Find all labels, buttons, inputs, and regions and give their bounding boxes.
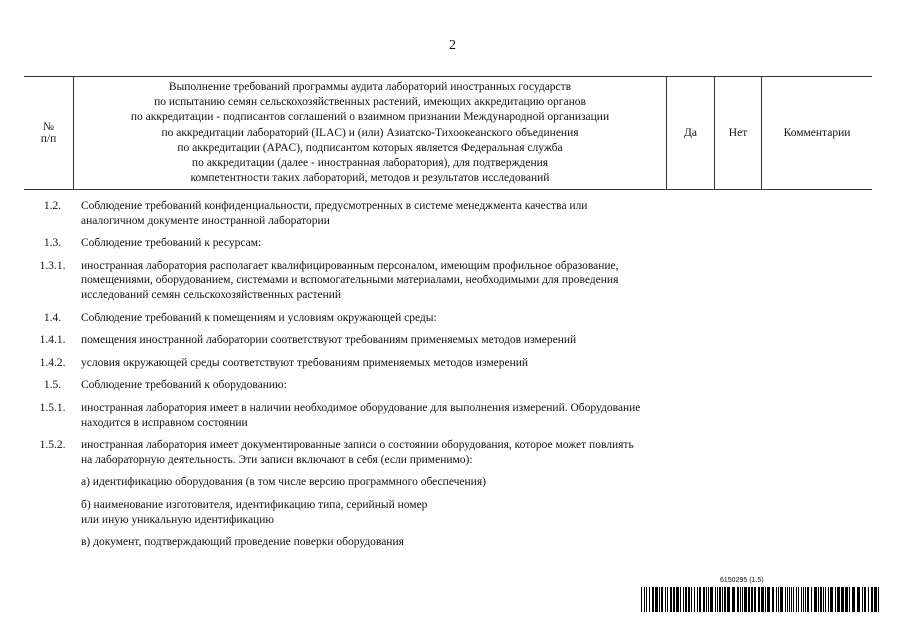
item-text: иностранная лаборатория имеет документированные записи о состоянии оборудования, которое может повлиять на лабораторную деятельность. Эти записи включают в себя (если применимо): xyxy=(81,439,634,466)
header-col-no: Нет xyxy=(715,77,762,190)
list-item xyxy=(24,498,644,527)
header-requirement-line: по аккредитации (APAC), подписантом которых является Федеральная служба xyxy=(177,141,563,154)
item-number: 1.5.1. xyxy=(39,401,66,414)
list-item xyxy=(24,259,644,303)
item-number: 1.4. xyxy=(43,311,62,324)
barcode-label: 6150295 (1.5) xyxy=(720,577,764,584)
item-number xyxy=(24,475,81,490)
header-col-number: № п/п xyxy=(24,77,74,190)
list-item xyxy=(24,378,644,393)
header-requirement-line: по аккредитации (далее - иностранная лаборатория), для подтверждения xyxy=(191,157,549,170)
item-number: 1.2. xyxy=(43,200,62,212)
list-item xyxy=(24,535,644,550)
item-text: условия окружающей среды соответствуют требованиям применяемых методов измерений xyxy=(81,356,529,369)
list-item xyxy=(24,401,644,430)
header-requirement-line: по испытанию семян сельскохозяйственных растений, имеющих аккредитацию органов xyxy=(154,96,586,109)
item-text: б) наименование изготовителя, идентификацию типа, серийный номер или иную уникальную идентификацию xyxy=(81,498,428,526)
header-col-yes: Да xyxy=(667,77,715,190)
requirements-list xyxy=(24,199,644,558)
item-text: Соблюдение требований конфиденциальности, предусмотренных в системе менеджмента качества или аналогичном документе иностранной лаборатории xyxy=(81,200,588,227)
page-number: 2 xyxy=(449,38,456,53)
item-text: иностранная лаборатория имеет в наличии необходимое оборудование для выполнения измерений. Оборудование находится в исправном состоянии xyxy=(81,401,641,429)
list-item xyxy=(24,356,644,371)
header-requirement-line: по аккредитации - подписантов соглашений о взаимном признании Международной организации xyxy=(130,111,610,124)
list-item xyxy=(24,311,644,326)
item-number xyxy=(24,535,81,550)
list-item xyxy=(24,199,644,228)
header-table xyxy=(24,76,872,190)
list-item xyxy=(24,236,644,251)
item-number: 1.4.2. xyxy=(39,356,66,369)
item-number: 1.4.1. xyxy=(39,334,66,347)
header-col-comments: Комментарии xyxy=(762,77,873,190)
header-col-requirement xyxy=(74,77,667,190)
item-text: в) документ, подтверждающий проведение поверки оборудования xyxy=(81,536,404,549)
header-requirement-line: компетентности таких лабораторий, методов и результатов исследований xyxy=(190,172,550,185)
item-text: а) идентификацию оборудования (в том числе версию программного обеспечения) xyxy=(81,476,486,489)
header-requirement-line: Выполнение требований программы аудита лабораторий иностранных государств xyxy=(168,81,572,93)
list-item xyxy=(24,475,644,490)
list-item xyxy=(24,438,644,467)
item-number xyxy=(24,498,81,527)
list-item xyxy=(24,333,644,348)
item-text: Соблюдение требований к помещениям и условиям окружающей среды: xyxy=(81,311,437,324)
item-number: 1.5.2. xyxy=(39,439,66,452)
item-number: 1.3. xyxy=(43,237,62,250)
item-text: Соблюдение требований к оборудованию: xyxy=(81,379,287,392)
item-number: 1.5. xyxy=(43,379,62,392)
item-text: иностранная лаборатория располагает квалифицированным персоналом, имеющим профильное образование, помещениями, оборудованием, системами и вспомогательными материалами, необходимыми для проведения исследований семян сельскохозяйственных растений xyxy=(81,259,619,301)
item-text: Соблюдение требований к ресурсам: xyxy=(81,237,262,250)
barcode-icon xyxy=(641,587,881,612)
item-text: помещения иностранной лаборатории соответствуют требованиям применяемых методов измерений xyxy=(81,334,577,347)
item-number: 1.3.1. xyxy=(39,259,66,272)
header-requirement-line: по аккредитации лабораторий (ILAC) и (или) Азиатско-Тихоокеанского объединения xyxy=(161,126,579,139)
